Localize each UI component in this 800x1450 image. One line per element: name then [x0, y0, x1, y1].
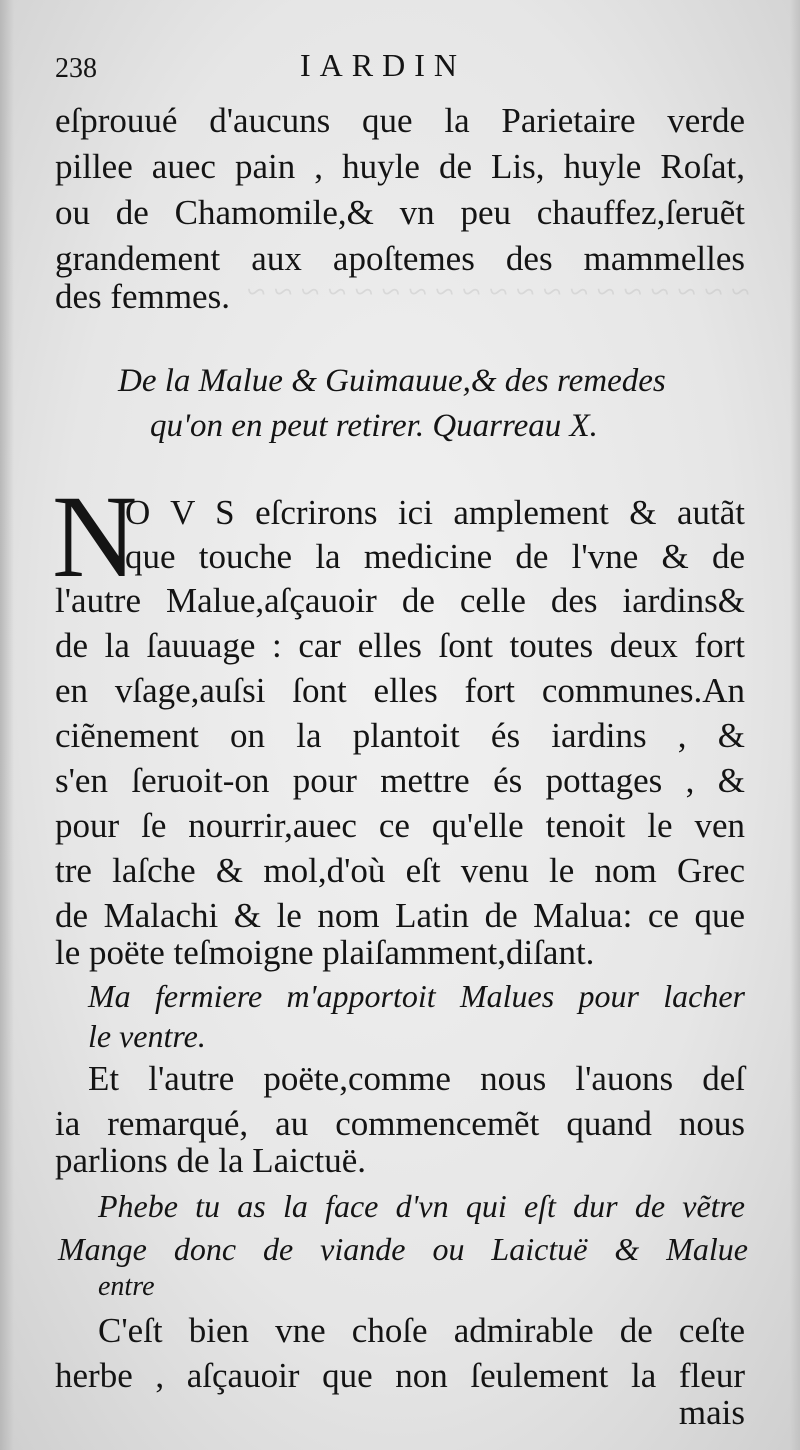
verse-line: Phebe tu as la face d'vn qui eſt dur de vẽtre [98, 1188, 745, 1224]
verse-line: Mange donc de viande ou Laictuë & Malue [58, 1231, 748, 1267]
text-line: eſprouué d'aucuns que la Parietaire verde [55, 101, 745, 140]
text-line: en vſage,auſsi ſont elles fort communes.An [55, 671, 745, 710]
text-line: ia remarqué, au commencemẽt quand nous [55, 1104, 745, 1143]
text-line: s'en ſeruoit-on pour mettre és pottages , & [55, 761, 745, 800]
running-header [55, 45, 745, 95]
catchword: mais [678, 1393, 745, 1432]
drop-cap: N [52, 471, 138, 602]
text-line: ou de Chamomile,& vn peu chauffez,ſeruẽt [55, 193, 745, 232]
verse-line: le ventre. [88, 1018, 206, 1054]
text-line: l'autre Malue,aſçauoir de celle des iardins& [55, 581, 745, 620]
page-edge-shadow-right [790, 0, 800, 1450]
text-line: pillee auec pain , huyle de Lis, huyle Roſat, [55, 147, 745, 186]
page-number: 238 [55, 53, 97, 84]
text-line: Et l'autre poëte,comme nous l'auons deſ [88, 1059, 745, 1098]
text-line: O V S eſcrirons ici amplement & autãt [125, 493, 745, 532]
verse-line: entre [98, 1271, 155, 1302]
section-heading-line-1: De la Malue & Guimauue,& des remedes [118, 363, 666, 399]
text-line: ciẽnement on la plantoit és iardins , & [55, 716, 745, 755]
text-line: herbe , aſçauoir que non ſeulement la fleur [55, 1356, 745, 1395]
text-line: C'eſt bien vne choſe admirable de ceſte [98, 1311, 745, 1350]
show-through-texture: ~ ~ ~ ~ ~ ~ ~ ~ ~ ~ ~ ~ ~ ~ ~ ~ ~ ~ ~ [247, 274, 750, 311]
text-line: de la ſauuage : car elles ſont toutes deux fort [55, 626, 745, 665]
text-line: le poëte teſmoigne plaiſamment,diſant. [55, 933, 595, 972]
page-edge-shadow-left [0, 0, 14, 1450]
text-line: pour ſe nourrir,auec ce qu'elle tenoit le ven [55, 806, 745, 845]
section-heading-line-2: qu'on en peut retirer. Quarreau X. [150, 408, 598, 444]
running-title: IARDIN [300, 47, 466, 83]
text-line: tre laſche & mol,d'où eſt venu le nom Grec [55, 851, 745, 890]
text-line: que touche la medicine de l'vne & de [125, 537, 745, 576]
text-line: des femmes. [55, 277, 230, 316]
verse-line: Ma fermiere m'apportoit Malues pour lacher [88, 978, 745, 1014]
text-line: parlions de la Laictuë. [55, 1141, 366, 1180]
text-line: de Malachi & le nom Latin de Malua: ce que [55, 896, 745, 935]
text-line: grandement aux apoſtemes des mammelles [55, 239, 745, 278]
